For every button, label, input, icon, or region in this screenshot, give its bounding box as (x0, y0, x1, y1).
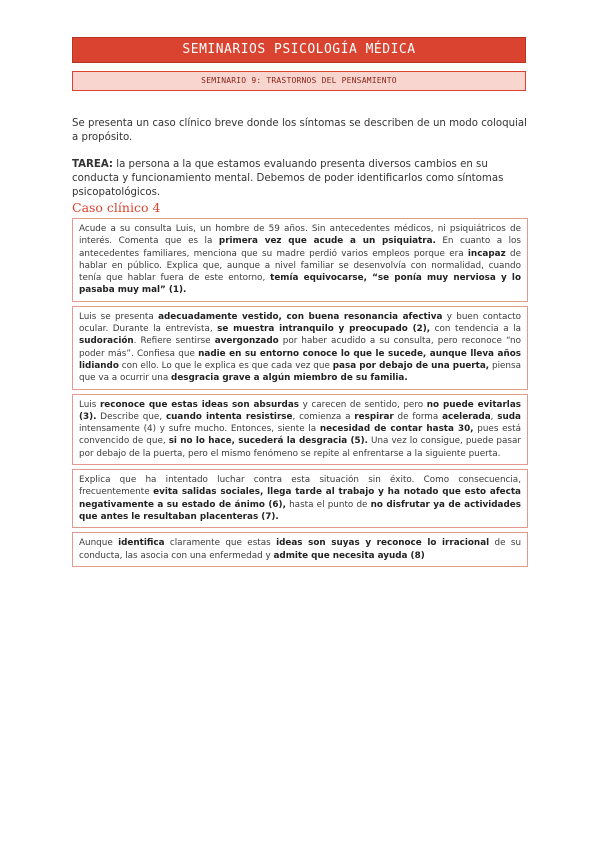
body-text: Luis (79, 399, 100, 410)
case-paragraph-2 (72, 306, 528, 390)
case-paragraph-3 (72, 394, 528, 465)
emphasis-text: admite que necesita ayuda (8) (273, 550, 425, 561)
page-title: SEMINARIOS PSICOLOGÍA MÉDICA (72, 37, 526, 63)
body-text: y carecen de sentido, pero (299, 399, 427, 410)
emphasis-text: incapaz (467, 248, 506, 259)
emphasis-text: evita salidas sociales, llega tarde al trabajo y ha notado que esto afecta negativamente a su estado de ánimo (6), (79, 487, 521, 510)
body-text: Explica que ha intentado luchar contra esta situación sin éxito. Como consecuencia, frecuentemente (79, 475, 521, 498)
emphasis-text: identifica (118, 538, 165, 549)
emphasis-text: adecuadamente vestido, con buena resonancia afectiva (158, 311, 443, 322)
body-text: con tendencia a la (430, 324, 521, 335)
emphasis-text: si no lo hace, sucederá la desgracia (5). (168, 436, 369, 447)
emphasis-text: no puede evitarlas (3). (79, 399, 521, 422)
body-text: Una vez lo consigue, puede pasar por debajo de la puerta, pero el mismo fenómeno se repite al enfrentarse a la siguiente puerta. (79, 436, 521, 459)
body-text: claramente que estas (164, 538, 277, 549)
emphasis-text: cuando intenta resistirse (165, 411, 293, 422)
emphasis-text: desgracia grave a algún miembro de su familia. (171, 373, 408, 384)
task-label: TAREA: (72, 159, 113, 170)
emphasis-text: nadie en su entorno conoce lo que le sucede, aunque lleva años lidiando (79, 348, 521, 371)
emphasis-text: temía equivocarse, “se ponía muy nerviosa y lo pasaba muy mal” (1). (79, 273, 521, 296)
body-text: Acude a su consulta Luis, un hombre de 59 años. Sin antecedentes médicos, ni psiquiátricos de interés. Comenta que es la (79, 224, 521, 247)
emphasis-text: pasa por debajo de una puerta, (332, 360, 490, 371)
body-text: Aunque (79, 538, 119, 549)
case-title: Caso clínico 4 (72, 200, 161, 215)
emphasis-text: ideas son suyas y reconoce lo irracional (276, 538, 490, 549)
emphasis-text: suda (497, 411, 521, 422)
emphasis-text: no disfrutar ya de actividades que antes le resultaban placenteras (7). (79, 499, 521, 522)
body-text: de su conducta, las asocia con una enfermedad y (79, 538, 522, 561)
case-paragraph-4 (72, 469, 528, 528)
body-text: Luis se presenta (79, 311, 159, 322)
body-text: piensa que va a ocurrir una (79, 360, 521, 384)
body-text: , comienza a (292, 411, 355, 422)
intro-text: Se presenta un caso clínico breve donde los síntomas se describen de un modo coloquial a propósito. (72, 118, 527, 143)
task-text (72, 158, 528, 200)
body-text: . Refiere sentirse (133, 336, 215, 347)
body-text: En cuanto a los antecedentes familiares, menciona que su madre perdió varios empleos porque era (79, 236, 521, 259)
body-text: hasta el punto de (285, 499, 371, 510)
emphasis-text: avergonzado (214, 336, 279, 347)
emphasis-text: necesidad de contar hasta 30, (319, 424, 474, 435)
body-text: por haber acudido a su consulta, pero reconoce “no poder más”. Confiesa que (79, 336, 521, 359)
body-text: con ello. Lo que le explica es que cada vez que (118, 360, 333, 371)
body-text: pues está convencido de que, (79, 424, 521, 447)
case-paragraph-1 (72, 218, 528, 302)
case-paragraph-5 (72, 532, 528, 567)
emphasis-text: se muestra intranquilo y preocupado (2), (217, 324, 431, 335)
body-text: intensamente (4) y sufre mucho. Entonces, siente la (79, 424, 320, 435)
body-text: , (490, 411, 498, 422)
body-text: de hablar en público. Explica que, aunque a nivel familiar se desenvolvía con normalidad, cuando tenía que hablar fuera de este entorno, (79, 248, 522, 284)
emphasis-text: acelerada (442, 411, 491, 422)
body-text: Describe que, (96, 411, 166, 422)
emphasis-text: respirar (354, 411, 394, 422)
emphasis-text: sudoración (79, 336, 134, 347)
task-body: la persona a la que estamos evaluando presenta diversos cambios en su conducta y funcionamiento mental. Debemos de poder identificarlos como síntomas psicopatológicos. (72, 159, 504, 198)
emphasis-text: reconoce que estas ideas son absurdas (99, 399, 300, 410)
body-text: y buen contacto ocular. Durante la entrevista, (79, 311, 522, 335)
case-paragraphs (72, 218, 528, 571)
section-subtitle: SEMINARIO 9: TRASTORNOS DEL PENSAMIENTO (72, 71, 526, 91)
body-text: de forma (393, 411, 443, 422)
emphasis-text: primera vez que acude a un psiquiatra. (218, 236, 436, 247)
